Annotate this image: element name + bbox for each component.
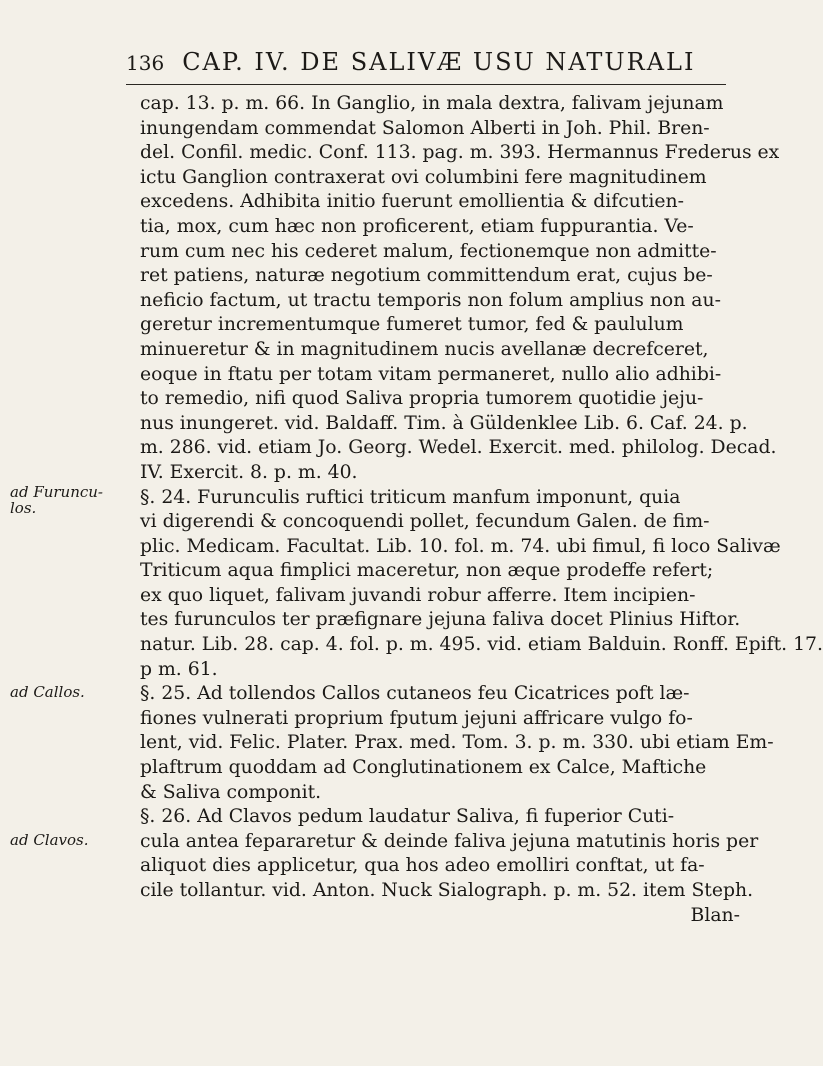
text-line: inungendam commendat Salomon Alberti in Joh. Phil. Bren- bbox=[140, 117, 710, 139]
text-line: neficio factum, ut tractu temporis non folum amplius non au- bbox=[140, 289, 721, 311]
text-line: rum cum nec his cederet malum, fectionemque non admitte- bbox=[140, 240, 717, 262]
text-line: cula antea fepararetur & deinde faliva jejuna matutinis horis per bbox=[140, 830, 759, 852]
text-line: §. 26. Ad Clavos pedum laudatur Saliva, fi fuperior Cuti- bbox=[140, 806, 675, 828]
text-line: natur. Lib. 28. cap. 4. fol. p. m. 495. vid. etiam Balduin. Ronff. Epift. 17. bbox=[140, 634, 823, 656]
running-title: CAP. IV. DE SALIVÆ USU NATURALI bbox=[182, 48, 696, 76]
text-line: aliquot dies applicetur, qua hos adeo emolliri conftat, ut fa- bbox=[140, 855, 705, 877]
text-line: fiones vulnerati proprium fputum jejuni affricare vulgo fo- bbox=[140, 707, 693, 729]
body-text bbox=[140, 92, 823, 928]
text-line: Blan- bbox=[690, 904, 740, 926]
text-line: plaftrum quoddam ad Conglutinationem ex Calce, Maftiche bbox=[140, 757, 707, 779]
text-line: geretur incrementumque fumeret tumor, fed & paululum bbox=[140, 314, 684, 336]
text-line: Triticum aqua fimplici maceretur, non æque prodeffe refert; bbox=[140, 560, 714, 582]
text-line: ictu Ganglion contraxerat ovi columbini fere magnitudinem bbox=[140, 166, 707, 188]
text-line: lent, vid. Felic. Plater. Prax. med. Tom. 3. p. m. 330. ubi etiam Em- bbox=[140, 732, 774, 754]
text-line: del. Confil. medic. Conf. 113. pag. m. 393. Hermannus Frederus ex bbox=[140, 142, 780, 164]
margin-note-clavos: ad Clavos. bbox=[10, 831, 89, 849]
text-line: §. 25. Ad tollendos Callos cutaneos feu Cicatrices poft læ- bbox=[140, 683, 690, 705]
text-line: plic. Medicam. Facultat. Lib. 10. fol. m. 74. ubi fimul, fi loco Salivæ bbox=[140, 535, 781, 557]
text-line: cile tollantur. vid. Anton. Nuck Sialograph. p. m. 52. item Steph. bbox=[140, 880, 754, 901]
text-line: m. 286. vid. etiam Jo. Georg. Wedel. Exercit. med. philolog. Decad. bbox=[140, 437, 777, 459]
text-line: cap. 13. p. m. 66. In Ganglio, in mala dextra, falivam jejunam bbox=[140, 93, 724, 114]
text-line: p m. 61. bbox=[140, 658, 218, 680]
margin-note-callos: ad Callos. bbox=[10, 683, 85, 701]
text-line: nus inungeret. vid. Baldaff. Tim. à Güldenklee Lib. 6. Caf. 24. p. bbox=[140, 412, 748, 434]
text-line: minueretur & in magnitudinem nucis avellanæ decrefceret, bbox=[140, 338, 709, 360]
text-line: §. 24. Furunculis ruftici triticum manfum imponunt, quia bbox=[140, 486, 681, 508]
text-line: tes furunculos ter præfignare jejuna faliva docet Plinius Hiftor. bbox=[140, 609, 741, 631]
text-line: ret patiens, naturæ negotium committendum erat, cujus be- bbox=[140, 265, 713, 287]
text-line: excedens. Adhibita initio fuerunt emollientia & difcutien- bbox=[140, 191, 684, 213]
text-line: ex quo liquet, falivam juvandi robur afferre. Item incipien- bbox=[140, 584, 696, 606]
text-line: tia, mox, cum hæc non proficerent, etiam fuppurantia. Ve- bbox=[140, 215, 694, 237]
text-line: to remedio, nifi quod Saliva propria tumorem quotidie jeju- bbox=[140, 388, 704, 410]
margin-note-furunculos: ad Furuncu- los. bbox=[10, 483, 104, 517]
text-line: & Saliva componit. bbox=[140, 781, 322, 803]
page-header bbox=[126, 48, 736, 76]
text-line: IV. Exercit. 8. p. m. 40. bbox=[140, 461, 358, 483]
header-rule bbox=[126, 84, 726, 85]
text-line: eoque in ftatu per totam vitam permaneret, nullo alio adhibi- bbox=[140, 363, 722, 385]
text-line: vi digerendi & concoquendi pollet, fecundum Galen. de fim- bbox=[140, 511, 710, 533]
page-number: 136 bbox=[126, 51, 165, 75]
